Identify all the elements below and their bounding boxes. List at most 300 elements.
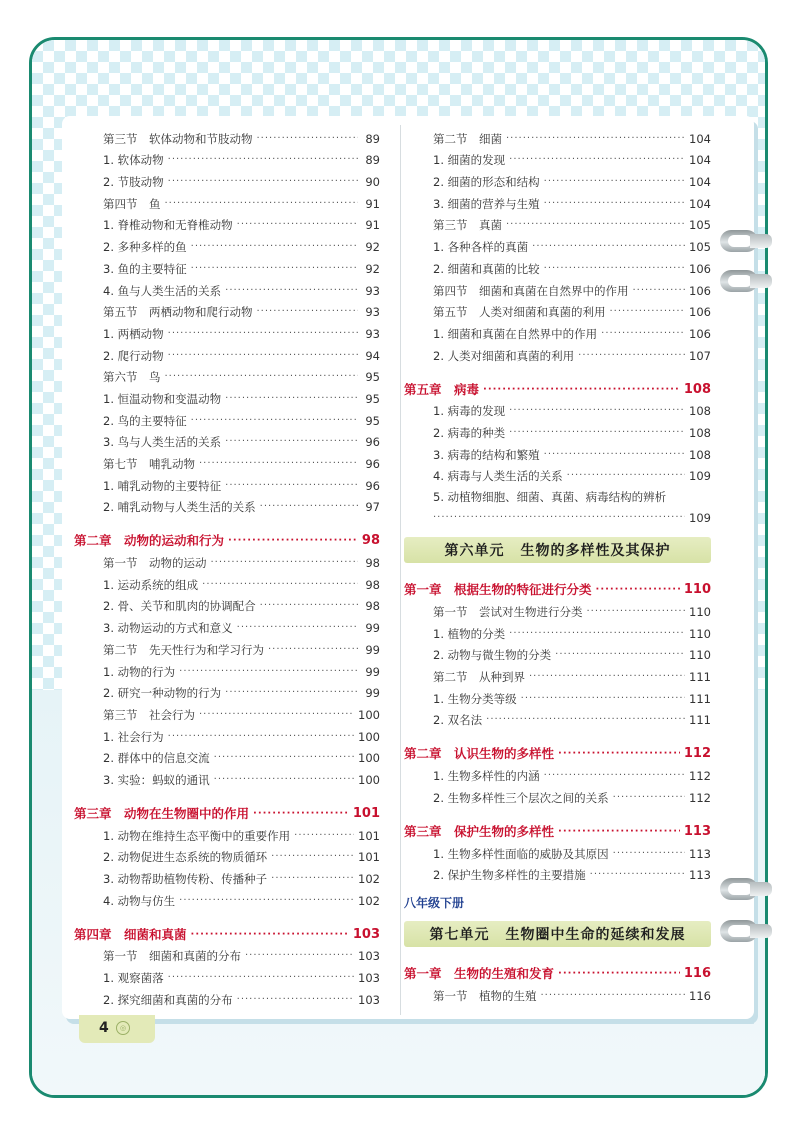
leader-dots (613, 847, 685, 861)
toc-section[interactable] (74, 700, 380, 722)
toc-page-number: 106 (689, 326, 711, 341)
toc-entry-title: 第一节 动物的运动 (103, 556, 207, 571)
column-divider (400, 125, 401, 1015)
toc-item[interactable] (74, 864, 380, 886)
toc-page-number: 98 (365, 577, 380, 592)
toc-item[interactable] (404, 706, 711, 728)
toc-page-number: 104 (689, 175, 711, 190)
leader-dots (225, 392, 358, 406)
leader-dots (529, 670, 685, 684)
toc-item[interactable] (74, 679, 380, 701)
toc-item[interactable] (404, 146, 711, 168)
toc-page-number: 111 (689, 670, 711, 685)
toc-entry-title: 1. 社会行为 (103, 729, 164, 744)
toc-page-number: 109 (689, 469, 711, 484)
leader-dots (558, 825, 680, 839)
leader-dots (225, 479, 358, 493)
leader-dots (179, 665, 358, 679)
toc-page-number: 111 (689, 713, 711, 728)
toc-item[interactable] (404, 462, 711, 484)
leader-dots (601, 327, 685, 341)
toc-page-number: 100 (358, 729, 380, 744)
leader-dots (245, 949, 354, 963)
toc-chapter[interactable] (404, 375, 711, 397)
toc-item[interactable] (404, 397, 711, 419)
leader-dots (237, 993, 354, 1007)
leader-dots (202, 578, 358, 592)
toc-page-number: 96 (365, 457, 380, 471)
toc-page-number: 103 (352, 926, 380, 942)
page-number: 4 (99, 1020, 109, 1036)
toc-item[interactable] (404, 783, 711, 805)
toc-item[interactable] (404, 319, 711, 341)
toc-entry-title: 2. 研究一种动物的行为 (103, 686, 222, 701)
toc-entry-title: 第二章 动物的运动和行为 (74, 533, 225, 549)
toc-page-number: 107 (689, 348, 711, 363)
toc-item[interactable] (74, 592, 380, 614)
toc-right-column (404, 124, 711, 1003)
toc-page-number: 113 (689, 846, 711, 861)
leader-dots (483, 383, 680, 397)
toc-entry-title: 2. 细菌和真菌的比较 (433, 261, 540, 276)
toc-item[interactable] (74, 276, 380, 298)
toc-section[interactable] (404, 981, 711, 1003)
toc-page-number: 91 (365, 196, 380, 211)
toc-entry-title: 第二节 从种到界 (433, 670, 525, 685)
unit-heading (404, 537, 711, 563)
toc-entry-title: 2. 多种多样的鱼 (103, 240, 187, 255)
toc-item[interactable] (404, 861, 711, 883)
toc-item[interactable] (404, 167, 711, 189)
unit-heading (404, 921, 711, 947)
leader-dots (168, 349, 358, 363)
leader-dots (532, 240, 685, 254)
toc-item[interactable] (404, 189, 711, 211)
toc-page-number: 97 (365, 500, 380, 515)
toc-chapter[interactable] (404, 817, 711, 839)
toc-section[interactable] (74, 298, 380, 320)
leader-dots (225, 435, 358, 449)
toc-entry-title: 1. 恒温动物和变温动物 (103, 391, 222, 406)
toc-entry-title: 1. 生物多样性的内涵 (433, 769, 540, 784)
toc-entry-title: 2. 病毒的种类 (433, 425, 506, 440)
toc-page-number: 110 (689, 626, 711, 641)
toc-item[interactable] (74, 493, 380, 515)
leader-dots (214, 751, 354, 765)
toc-item[interactable] (74, 613, 380, 635)
toc-item[interactable] (74, 167, 380, 189)
toc-section[interactable] (404, 298, 711, 320)
binder-ring-icon (720, 878, 772, 900)
toc-chapter[interactable] (74, 920, 380, 942)
leader-dots (294, 829, 354, 843)
page-tab-icon: ◎ (116, 1021, 130, 1035)
toc-entry-title: 第四章 细菌和真菌 (74, 926, 187, 942)
toc-item[interactable] (404, 761, 711, 783)
toc-chapter[interactable] (404, 739, 711, 761)
toc-section[interactable] (74, 363, 380, 385)
leader-dots (257, 132, 359, 146)
toc-page-number: 116 (683, 966, 711, 982)
toc-entry-title: 1. 动物的行为 (103, 664, 176, 679)
toc-entry-title: 第一章 生物的生殖和发育 (404, 966, 555, 982)
toc-page-number: 90 (365, 175, 380, 190)
toc-chapter[interactable] (74, 526, 380, 548)
toc-page-number: 103 (358, 949, 380, 964)
leader-dots (544, 769, 685, 783)
toc-page-number: 102 (358, 893, 380, 908)
toc-item[interactable] (74, 722, 380, 744)
leader-dots (191, 262, 358, 276)
unit-title: 生物圈中生命的延续和发展 (505, 927, 686, 944)
toc-page-number: 105 (689, 218, 711, 233)
toc-entry-title: 2. 哺乳动物与人类生活的关系 (103, 500, 256, 515)
toc-page-number: 106 (689, 283, 711, 298)
toc-chapter[interactable] (404, 959, 711, 981)
leader-dots (567, 469, 685, 483)
leader-dots (544, 448, 685, 462)
toc-item[interactable] (74, 146, 380, 168)
toc-page-number: 112 (683, 746, 711, 762)
leader-dots (260, 599, 358, 613)
toc-item[interactable] (74, 570, 380, 592)
toc-entry-title: 1. 软体动物 (103, 153, 164, 168)
toc-page-number: 106 (689, 261, 711, 276)
toc-page-number: 108 (689, 425, 711, 440)
toc-entry-title: 2. 人类对细菌和真菌的利用 (433, 348, 575, 363)
toc-page-number: 92 (365, 261, 380, 276)
toc-entry-title: 第二节 先天性行为和学习行为 (103, 642, 264, 657)
toc-entry-title: 3. 动物帮助植物传粉、传播种子 (103, 872, 268, 886)
toc-item[interactable] (404, 418, 711, 440)
toc-item[interactable] (404, 341, 711, 363)
leader-dots (165, 370, 359, 384)
leader-dots (191, 928, 349, 942)
leader-dots (271, 872, 354, 886)
toc-entry-title: 1. 两栖动物 (103, 326, 164, 341)
toc-entry-title: 第三节 软体动物和节肢动物 (103, 131, 253, 146)
toc-page-number: 96 (365, 478, 380, 493)
leader-dots (211, 556, 359, 570)
leader-dots (596, 583, 680, 597)
toc-item[interactable] (74, 657, 380, 679)
toc-entry-title: 3. 动物运动的方式和意义 (103, 621, 233, 636)
toc-entry-title: 2. 骨、关节和肌肉的协调配合 (103, 599, 256, 614)
binder-ring-icon (720, 920, 772, 942)
toc-section[interactable] (74, 942, 380, 964)
toc-entry-title: 第三节 社会行为 (103, 707, 195, 722)
toc-section[interactable] (74, 124, 380, 146)
toc-page-number: 93 (365, 305, 380, 320)
toc-page-number: 92 (365, 240, 380, 255)
toc-entry-title: 1. 细菌和真菌在自然界中的作用 (433, 326, 598, 341)
toc-entry-title: 第一节 细菌和真菌的分布 (103, 949, 241, 964)
toc-entry-title: 第六节 鸟 (103, 370, 161, 385)
toc-item[interactable] (74, 428, 380, 450)
unit-label: 第七单元 (429, 927, 490, 944)
toc-item[interactable] (404, 440, 711, 462)
leader-dots (253, 807, 349, 821)
toc-section[interactable] (74, 189, 380, 211)
toc-entry-title: 第五章 病毒 (404, 381, 480, 397)
leader-dots (541, 989, 686, 1003)
toc-entry-title: 第七节 哺乳动物 (103, 457, 195, 471)
toc-entry-title: 3. 鱼的主要特征 (103, 261, 187, 276)
leader-dots (509, 627, 685, 641)
toc-entry-title: 3. 实验：蚂蚁的通讯 (103, 772, 210, 787)
leader-dots (486, 713, 685, 727)
toc-page-number: 99 (365, 621, 380, 636)
leader-dots (509, 404, 685, 418)
toc-entry-title: 第五节 两栖动物和爬行动物 (103, 305, 253, 320)
toc-page-number: 101 (352, 805, 380, 821)
toc-page-number: 101 (358, 828, 380, 843)
toc-page-number: 116 (689, 988, 711, 1003)
toc-item[interactable] (74, 765, 380, 787)
leader-dots (544, 197, 685, 211)
binder-ring-icon (720, 270, 772, 292)
toc-entry-title: 4. 鱼与人类生活的关系 (103, 283, 222, 298)
toc-entry-title: 2. 鸟的主要特征 (103, 413, 187, 428)
toc-entry-title: 2. 探究细菌和真菌的分布 (103, 992, 233, 1007)
leader-dots (544, 262, 685, 276)
leader-dots (506, 132, 685, 146)
toc-entry-title: 1. 植物的分类 (433, 626, 506, 641)
leader-dots (509, 426, 685, 440)
toc-page-number: 100 (358, 772, 380, 787)
toc-item[interactable] (74, 254, 380, 276)
leader-dots (578, 349, 685, 363)
toc-page-number: 106 (689, 305, 711, 320)
toc-section[interactable] (404, 211, 711, 233)
leader-dots (633, 284, 686, 298)
toc-item[interactable] (74, 384, 380, 406)
leader-dots (558, 747, 680, 761)
toc-page-number: 112 (689, 790, 711, 805)
toc-page-number: 110 (683, 582, 711, 598)
leader-dots (271, 850, 354, 864)
toc-page-number: 108 (689, 404, 711, 419)
toc-item[interactable] (404, 254, 711, 276)
toc-item[interactable] (74, 821, 380, 843)
toc-section[interactable] (404, 276, 711, 298)
toc-page-number: 109 (689, 511, 711, 526)
toc-entry-title: 2. 保护生物多样性的主要措施 (433, 868, 586, 883)
toc-entry-title: 4. 病毒与人类生活的关系 (433, 469, 563, 484)
leader-dots (260, 500, 358, 514)
toc-page-number: 95 (365, 370, 380, 385)
toc-page-number: 113 (683, 823, 711, 839)
toc-entry-title: 第四节 鱼 (103, 196, 161, 211)
toc-item[interactable] (74, 406, 380, 428)
toc-section[interactable] (74, 449, 380, 471)
leader-dots (257, 305, 359, 319)
toc-entry-title: 4. 动物与仿生 (103, 893, 176, 908)
toc-section[interactable] (404, 662, 711, 684)
toc-entry-title: 3. 病毒的结构和繁殖 (433, 447, 540, 462)
toc-entry-title: 第一节 尝试对生物进行分类 (433, 605, 583, 619)
toc-section[interactable] (74, 548, 380, 570)
leader-dots (168, 327, 358, 341)
toc-page-number: 102 (358, 872, 380, 886)
toc-entry-title: 第一章 根据生物的特征进行分类 (404, 582, 592, 598)
toc-item[interactable] (404, 641, 711, 663)
toc-item[interactable] (74, 886, 380, 908)
toc-page-number: 111 (689, 691, 711, 706)
leader-dots (228, 534, 358, 548)
toc-page-number: 103 (358, 992, 380, 1007)
leader-dots (168, 175, 358, 189)
leader-dots (168, 730, 354, 744)
toc-page-number: 89 (365, 153, 380, 168)
toc-section[interactable] (404, 597, 711, 619)
toc-item[interactable] (74, 744, 380, 766)
toc-page-number: 108 (689, 447, 711, 462)
toc-entry-title: 2. 生物多样性三个层次之间的关系 (433, 790, 609, 805)
toc-entry-title: 2. 细菌的形态和结构 (433, 175, 540, 190)
leader-dots (191, 240, 358, 254)
toc-page-number: 113 (689, 868, 711, 883)
toc-entry-title: 第二节 细菌 (433, 131, 502, 146)
toc-entry-title: 2. 群体中的信息交流 (103, 751, 210, 766)
toc-item[interactable] (404, 839, 711, 861)
toc-chapter[interactable] (404, 575, 711, 597)
toc-entry-title: 第五节 人类对细菌和真菌的利用 (433, 305, 606, 320)
leader-dots (610, 305, 686, 319)
leader-dots (613, 791, 685, 805)
toc-page-number: 98 (365, 599, 380, 614)
toc-page-number: 110 (689, 648, 711, 663)
toc-item[interactable] (74, 211, 380, 233)
toc-page-number: 100 (358, 751, 380, 766)
toc-item[interactable] (404, 684, 711, 706)
toc-entry-title: 2. 爬行动物 (103, 348, 164, 363)
toc-page-number: 89 (365, 131, 380, 146)
toc-section[interactable] (404, 124, 711, 146)
toc-item[interactable] (404, 490, 711, 525)
leader-dots (237, 621, 358, 635)
toc-page-number: 93 (365, 283, 380, 298)
toc-left-column (74, 124, 380, 1007)
toc-page-number: 104 (689, 196, 711, 211)
leader-dots (555, 648, 685, 662)
toc-page-number: 95 (365, 413, 380, 428)
toc-page-number: 95 (365, 391, 380, 406)
toc-item-title: 5. 动植物细胞、细菌、真菌、病毒结构的辨析 (433, 490, 667, 505)
toc-page-number: 104 (689, 131, 711, 146)
toc-item[interactable] (74, 232, 380, 254)
leader-dots (179, 894, 354, 908)
leader-dots (199, 457, 358, 471)
leader-dots (433, 511, 685, 525)
toc-page-number: 105 (689, 240, 711, 255)
toc-entry-title: 1. 生物分类等级 (433, 691, 517, 706)
leader-dots (509, 153, 685, 167)
toc-item[interactable] (74, 963, 380, 985)
toc-entry-title: 第三章 动物在生物圈中的作用 (74, 805, 250, 821)
toc-item[interactable] (74, 319, 380, 341)
leader-dots (191, 414, 358, 428)
leader-dots (168, 971, 354, 985)
leader-dots (506, 218, 685, 232)
leader-dots (225, 284, 358, 298)
toc-item[interactable] (74, 471, 380, 493)
toc-entry-title: 3. 细菌的营养与生殖 (433, 196, 540, 211)
toc-entry-title: 1. 生物多样性面临的威胁及其原因 (433, 846, 609, 861)
grade-heading: 八年级下册 (404, 896, 465, 911)
leader-dots (225, 686, 358, 700)
toc-page-number: 99 (365, 686, 380, 701)
leader-dots (237, 218, 358, 232)
toc-page-number: 100 (358, 707, 380, 722)
toc-entry-title: 1. 哺乳动物的主要特征 (103, 478, 222, 493)
leader-dots (168, 153, 358, 167)
leader-dots (590, 868, 685, 882)
toc-item[interactable] (74, 985, 380, 1007)
toc-entry-title: 1. 动物在维持生态平衡中的重要作用 (103, 828, 291, 843)
leader-dots (165, 197, 359, 211)
toc-page-number: 112 (689, 769, 711, 784)
toc-page-number: 96 (365, 435, 380, 450)
toc-entry-title: 第一节 植物的生殖 (433, 988, 537, 1003)
toc-page-number: 110 (689, 605, 711, 619)
toc-item[interactable] (404, 232, 711, 254)
leader-dots (268, 643, 358, 657)
toc-item[interactable] (74, 843, 380, 865)
leader-dots (521, 692, 685, 706)
toc-page-number: 99 (365, 642, 380, 657)
leader-dots (199, 708, 354, 722)
toc-entry-title: 2. 双名法 (433, 713, 483, 728)
leader-dots (214, 773, 354, 787)
toc-entry-title: 2. 动物促进生态系统的物质循环 (103, 850, 268, 865)
toc-page-number: 98 (361, 533, 380, 549)
toc-item[interactable] (74, 341, 380, 363)
toc-page-number: 91 (365, 218, 380, 233)
toc-page-number: 98 (365, 556, 380, 571)
leader-dots (587, 605, 686, 619)
toc-page-number: 93 (365, 326, 380, 341)
toc-entry-title: 3. 鸟与人类生活的关系 (103, 435, 222, 450)
toc-page-number: 101 (358, 850, 380, 865)
unit-title: 生物的多样性及其保护 (520, 543, 671, 560)
toc-entry-title: 1. 观察菌落 (103, 971, 164, 986)
toc-entry-title: 1. 各种各样的真菌 (433, 240, 529, 255)
toc-entry-title: 第二章 认识生物的多样性 (404, 746, 555, 762)
leader-dots (558, 967, 680, 981)
leader-dots (544, 175, 685, 189)
toc-entry-title: 2. 节肢动物 (103, 175, 164, 190)
toc-page-number: 108 (683, 381, 711, 397)
toc-entry-title: 1. 运动系统的组成 (103, 577, 199, 592)
toc-entry-title: 1. 病毒的发现 (433, 404, 506, 419)
toc-entry-title: 1. 细菌的发现 (433, 153, 506, 168)
toc-entry-title: 第三节 真菌 (433, 218, 502, 233)
toc-page-number: 103 (358, 971, 380, 986)
toc-chapter[interactable] (74, 799, 380, 821)
toc-entry-title: 第四节 细菌和真菌在自然界中的作用 (433, 283, 629, 298)
toc-entry-title: 1. 脊椎动物和无脊椎动物 (103, 218, 233, 233)
toc-item[interactable] (404, 619, 711, 641)
toc-section[interactable] (74, 635, 380, 657)
toc-page-number: 99 (365, 664, 380, 679)
toc-entry-title: 第三章 保护生物的多样性 (404, 823, 555, 839)
binder-ring-icon (720, 230, 772, 252)
toc-page-number: 94 (365, 348, 380, 363)
unit-label: 第六单元 (444, 543, 505, 560)
toc-entry-title: 2. 动物与微生物的分类 (433, 648, 552, 663)
toc-page-number: 104 (689, 153, 711, 168)
